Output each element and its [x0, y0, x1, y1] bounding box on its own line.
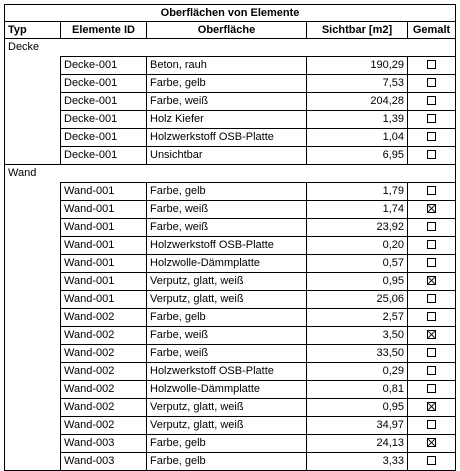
painted-checkbox[interactable] [427, 258, 436, 267]
visible-area-cell[interactable]: 0,29 [307, 363, 408, 381]
element-id-cell[interactable]: Wand-002 [61, 363, 147, 381]
painted-checkbox[interactable] [427, 204, 436, 213]
table-row[interactable] [5, 291, 456, 309]
painted-cell [408, 93, 456, 111]
visible-area-cell[interactable]: 0,95 [307, 399, 408, 417]
element-id-cell[interactable]: Wand-002 [61, 417, 147, 435]
surface-cell[interactable]: Farbe, weiß [147, 345, 307, 363]
painted-cell [408, 147, 456, 165]
painted-checkbox[interactable] [427, 294, 436, 303]
element-id-cell[interactable]: Wand-001 [61, 201, 147, 219]
element-id-cell[interactable]: Decke-001 [61, 129, 147, 147]
painted-cell [408, 363, 456, 381]
typ-cell [5, 129, 61, 147]
surface-cell[interactable]: Holz Kiefer [147, 111, 307, 129]
painted-cell [408, 219, 456, 237]
visible-area-cell[interactable]: 24,13 [307, 435, 408, 453]
surface-cell[interactable]: Verputz, glatt, weiß [147, 291, 307, 309]
painted-checkbox[interactable] [427, 402, 436, 411]
visible-area-cell[interactable]: 0,81 [307, 381, 408, 399]
visible-area-cell[interactable]: 3,33 [307, 453, 408, 471]
painted-cell [408, 417, 456, 435]
visible-area-cell[interactable]: 0,57 [307, 255, 408, 273]
visible-area-cell[interactable]: 23,92 [307, 219, 408, 237]
painted-cell [408, 327, 456, 345]
painted-cell [408, 273, 456, 291]
painted-checkbox[interactable] [427, 384, 436, 393]
surface-cell[interactable]: Verputz, glatt, weiß [147, 273, 307, 291]
painted-cell [408, 291, 456, 309]
painted-checkbox[interactable] [427, 240, 436, 249]
visible-area-cell[interactable]: 25,06 [307, 291, 408, 309]
table-row[interactable] [5, 399, 456, 417]
surface-cell[interactable]: Holzwerkstoff OSB-Platte [147, 363, 307, 381]
typ-cell [5, 255, 61, 273]
table-row[interactable] [5, 93, 456, 111]
painted-cell [408, 453, 456, 471]
element-id-cell[interactable]: Wand-002 [61, 345, 147, 363]
surface-cell[interactable]: Unsichtbar [147, 147, 307, 165]
surface-cell[interactable]: Holzwolle-Dämmplatte [147, 381, 307, 399]
typ-cell [5, 147, 61, 165]
visible-area-cell[interactable]: 6,95 [307, 147, 408, 165]
group-label: Decke [5, 39, 456, 57]
surface-cell[interactable]: Holzwerkstoff OSB-Platte [147, 129, 307, 147]
painted-cell [408, 381, 456, 399]
visible-area-cell[interactable]: 0,95 [307, 273, 408, 291]
table-row[interactable] [5, 255, 456, 273]
column-header-typ[interactable]: Typ [5, 22, 61, 39]
group-row-wand [5, 165, 456, 183]
column-header-painted[interactable]: Gemalt [408, 22, 456, 39]
surface-cell[interactable]: Farbe, weiß [147, 93, 307, 111]
typ-cell [5, 111, 61, 129]
visible-area-cell[interactable]: 3,50 [307, 327, 408, 345]
painted-checkbox[interactable] [427, 366, 436, 375]
visible-area-cell[interactable]: 2,57 [307, 309, 408, 327]
typ-cell [5, 219, 61, 237]
element-id-cell[interactable]: Wand-001 [61, 183, 147, 201]
painted-checkbox[interactable] [427, 456, 436, 465]
surface-cell[interactable]: Verputz, glatt, weiß [147, 417, 307, 435]
element-id-cell[interactable]: Wand-002 [61, 327, 147, 345]
painted-cell [408, 237, 456, 255]
typ-cell [5, 327, 61, 345]
visible-area-cell[interactable]: 33,50 [307, 345, 408, 363]
column-header-visible-area[interactable]: Sichtbar [m2] [307, 22, 408, 39]
table-row[interactable] [5, 201, 456, 219]
painted-cell [408, 255, 456, 273]
painted-checkbox[interactable] [427, 438, 436, 447]
painted-cell [408, 111, 456, 129]
element-id-cell[interactable]: Decke-001 [61, 147, 147, 165]
table-row[interactable] [5, 183, 456, 201]
visible-area-cell[interactable]: 1,74 [307, 201, 408, 219]
table-row[interactable] [5, 381, 456, 399]
painted-cell [408, 399, 456, 417]
element-id-cell[interactable]: Wand-002 [61, 381, 147, 399]
element-id-cell[interactable]: Wand-003 [61, 435, 147, 453]
surface-cell[interactable]: Farbe, gelb [147, 75, 307, 93]
group-label: Wand [5, 165, 456, 183]
surface-cell[interactable]: Farbe, weiß [147, 201, 307, 219]
typ-cell [5, 75, 61, 93]
element-id-cell[interactable]: Decke-001 [61, 75, 147, 93]
table-row[interactable] [5, 75, 456, 93]
painted-checkbox[interactable] [427, 420, 436, 429]
painted-cell [408, 309, 456, 327]
element-id-cell[interactable]: Wand-001 [61, 291, 147, 309]
table-row[interactable] [5, 219, 456, 237]
element-id-cell[interactable]: Decke-001 [61, 111, 147, 129]
painted-checkbox[interactable] [427, 186, 436, 195]
typ-cell [5, 345, 61, 363]
schedule-title: Oberflächen von Elemente [5, 5, 456, 22]
table-row[interactable] [5, 453, 456, 471]
element-id-cell[interactable]: Wand-001 [61, 237, 147, 255]
typ-cell [5, 237, 61, 255]
visible-area-cell[interactable]: 7,53 [307, 75, 408, 93]
painted-cell [408, 129, 456, 147]
surface-cell[interactable]: Farbe, gelb [147, 453, 307, 471]
column-header-surface[interactable]: Oberfläche [147, 22, 307, 39]
painted-checkbox[interactable] [427, 132, 436, 141]
table-row[interactable] [5, 435, 456, 453]
element-id-cell[interactable]: Wand-002 [61, 399, 147, 417]
visible-area-cell[interactable]: 1,39 [307, 111, 408, 129]
painted-cell [408, 201, 456, 219]
table-row[interactable] [5, 273, 456, 291]
surface-cell[interactable]: Farbe, gelb [147, 183, 307, 201]
painted-checkbox[interactable] [427, 150, 436, 159]
element-id-cell[interactable]: Wand-001 [61, 255, 147, 273]
element-id-cell[interactable]: Decke-001 [61, 93, 147, 111]
table-row[interactable] [5, 147, 456, 165]
table-row[interactable] [5, 327, 456, 345]
painted-checkbox[interactable] [427, 96, 436, 105]
visible-area-cell[interactable]: 190,29 [307, 57, 408, 75]
painted-checkbox[interactable] [427, 330, 436, 339]
surface-cell[interactable]: Beton, rauh [147, 57, 307, 75]
surface-cell[interactable]: Verputz, glatt, weiß [147, 399, 307, 417]
painted-checkbox[interactable] [427, 312, 436, 321]
element-id-cell[interactable]: Wand-001 [61, 273, 147, 291]
typ-cell [5, 417, 61, 435]
column-header-element-id[interactable]: Elemente ID [61, 22, 147, 39]
visible-area-cell[interactable]: 1,79 [307, 183, 408, 201]
painted-checkbox[interactable] [427, 348, 436, 357]
painted-checkbox[interactable] [427, 222, 436, 231]
visible-area-cell[interactable]: 1,04 [307, 129, 408, 147]
table-row[interactable] [5, 309, 456, 327]
surface-cell[interactable]: Holzwolle-Dämmplatte [147, 255, 307, 273]
table-row[interactable] [5, 57, 456, 75]
table-row[interactable] [5, 363, 456, 381]
painted-cell [408, 345, 456, 363]
painted-checkbox[interactable] [427, 60, 436, 69]
element-id-cell[interactable]: Decke-001 [61, 57, 147, 75]
element-id-cell[interactable]: Wand-001 [61, 219, 147, 237]
typ-cell [5, 183, 61, 201]
table-row[interactable] [5, 129, 456, 147]
typ-cell [5, 291, 61, 309]
visible-area-cell[interactable]: 0,20 [307, 237, 408, 255]
typ-cell [5, 435, 61, 453]
surface-cell[interactable]: Farbe, gelb [147, 435, 307, 453]
visible-area-cell[interactable]: 204,28 [307, 93, 408, 111]
surface-cell[interactable]: Farbe, weiß [147, 327, 307, 345]
painted-checkbox[interactable] [427, 78, 436, 87]
typ-cell [5, 453, 61, 471]
typ-cell [5, 363, 61, 381]
typ-cell [5, 93, 61, 111]
typ-cell [5, 57, 61, 75]
group-row-decke [5, 39, 456, 57]
table-row[interactable] [5, 417, 456, 435]
element-id-cell[interactable]: Wand-002 [61, 309, 147, 327]
painted-cell [408, 57, 456, 75]
typ-cell [5, 201, 61, 219]
painted-cell [408, 183, 456, 201]
painted-cell [408, 435, 456, 453]
schedule-sheet [4, 4, 455, 471]
surface-cell[interactable]: Farbe, gelb [147, 309, 307, 327]
typ-cell [5, 399, 61, 417]
typ-cell [5, 273, 61, 291]
table-row[interactable] [5, 345, 456, 363]
schedule-body [5, 39, 456, 471]
typ-cell [5, 381, 61, 399]
table-row[interactable] [5, 237, 456, 255]
typ-cell [5, 309, 61, 327]
element-id-cell[interactable]: Wand-003 [61, 453, 147, 471]
painted-checkbox[interactable] [427, 114, 436, 123]
painted-cell [408, 75, 456, 93]
surface-cell[interactable]: Holzwerkstoff OSB-Platte [147, 237, 307, 255]
painted-checkbox[interactable] [427, 276, 436, 285]
surface-cell[interactable]: Farbe, weiß [147, 219, 307, 237]
visible-area-cell[interactable]: 34,97 [307, 417, 408, 435]
surfaces-schedule-table [4, 4, 456, 471]
table-row[interactable] [5, 111, 456, 129]
